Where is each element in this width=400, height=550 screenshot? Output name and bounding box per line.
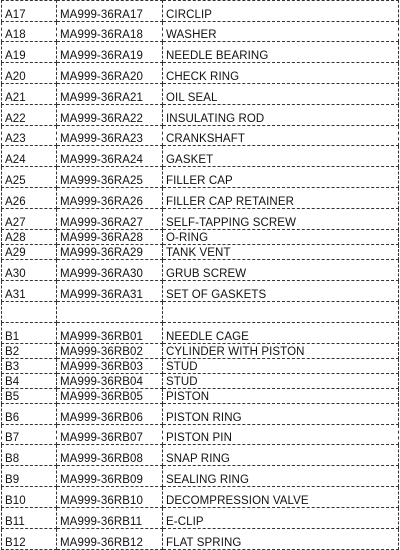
part-number-cell: MA999-36RA28 [57,230,163,245]
part-number-cell: MA999-36RB09 [57,466,163,487]
description-cell: E-CLIP [163,508,399,529]
part-number-cell: MA999-36RB08 [57,445,163,466]
ref-cell: A28 [2,230,57,245]
part-number-cell: MA999-36RA24 [57,146,163,167]
ref-cell: A29 [2,245,57,260]
ref-cell: B1 [2,323,57,344]
description-cell: WASHER [163,22,399,42]
table-row [2,374,399,389]
table-row [2,1,399,22]
part-number-cell: MA999-36RA20 [57,63,163,84]
part-number-cell: MA999-36RA26 [57,188,163,209]
table-row [2,323,399,344]
part-number-cell: MA999-36RA25 [57,167,163,188]
description-cell: NEEDLE BEARING [163,42,399,63]
description-cell: TANK VENT [163,245,399,260]
ref-cell: B8 [2,445,57,466]
part-number-cell: MA999-36RB02 [57,344,163,359]
ref-cell: A22 [2,105,57,126]
table-row [2,529,399,550]
description-cell: CYLINDER WITH PISTON [163,344,399,359]
description-cell: SELF-TAPPING SCREW [163,209,399,230]
part-number-cell: MA999-36RB10 [57,487,163,508]
parts-table-body [2,1,399,550]
table-row [2,281,399,302]
table-row [2,425,399,445]
ref-cell: B4 [2,374,57,389]
part-number-cell: MA999-36RA21 [57,84,163,105]
ref-cell: A17 [2,1,57,22]
ref-cell: A21 [2,84,57,105]
table-row [2,260,399,281]
description-cell: FILLER CAP [163,167,399,188]
part-number-cell: MA999-36RB12 [57,529,163,550]
ref-cell: A27 [2,209,57,230]
ref-cell: B3 [2,359,57,374]
ref-cell: A24 [2,146,57,167]
table-spacer-row [2,302,399,323]
table-row [2,404,399,425]
ref-cell: B6 [2,404,57,425]
table-row [2,209,399,230]
table-row [2,230,399,245]
table-row [2,389,399,404]
ref-cell: A18 [2,22,57,42]
ref-cell: A20 [2,63,57,84]
description-cell: OIL SEAL [163,84,399,105]
table-row [2,167,399,188]
part-number-cell: MA999-36RA31 [57,281,163,302]
description-cell: FILLER CAP RETAINER [163,188,399,209]
table-row [2,126,399,146]
ref-cell: B9 [2,466,57,487]
table-row [2,445,399,466]
table-row [2,188,399,209]
ref-cell: B12 [2,529,57,550]
part-number-cell: MA999-36RA29 [57,245,163,260]
table-row [2,42,399,63]
ref-cell: A25 [2,167,57,188]
ref-cell: A23 [2,126,57,146]
part-number-cell: MA999-36RA22 [57,105,163,126]
description-cell: INSULATING ROD [163,105,399,126]
ref-cell: A19 [2,42,57,63]
part-number-cell: MA999-36RA18 [57,22,163,42]
description-cell: SNAP RING [163,445,399,466]
part-number-cell: MA999-36RB11 [57,508,163,529]
part-number-cell: MA999-36RA27 [57,209,163,230]
ref-cell: A31 [2,281,57,302]
table-row [2,63,399,84]
table-row [2,487,399,508]
ref-cell: B2 [2,344,57,359]
description-cell: CIRCLIP [163,1,399,22]
part-number-cell: MA999-36RB04 [57,374,163,389]
description-cell: CRANKSHAFT [163,126,399,146]
part-number-cell: MA999-36RA19 [57,42,163,63]
table-row [2,359,399,374]
part-number-cell: MA999-36RB03 [57,359,163,374]
part-number-cell: MA999-36RA17 [57,1,163,22]
description-cell: STUD [163,359,399,374]
part-number-cell: MA999-36RB01 [57,323,163,344]
description-cell: GRUB SCREW [163,260,399,281]
description-cell: DECOMPRESSION VALVE [163,487,399,508]
table-row [2,84,399,105]
part-number-cell [57,302,163,323]
description-cell: GASKET [163,146,399,167]
description-cell: PISTON RING [163,404,399,425]
description-cell: STUD [163,374,399,389]
description-cell: NEEDLE CAGE [163,323,399,344]
table-row [2,105,399,126]
parts-table [1,0,399,550]
ref-cell: A26 [2,188,57,209]
ref-cell: B10 [2,487,57,508]
description-cell: PISTON PIN [163,425,399,445]
table-row [2,344,399,359]
table-row [2,146,399,167]
description-cell [163,302,399,323]
part-number-cell: MA999-36RB06 [57,404,163,425]
part-number-cell: MA999-36RA23 [57,126,163,146]
ref-cell: A30 [2,260,57,281]
table-row [2,245,399,260]
description-cell: FLAT SPRING [163,529,399,550]
ref-cell: B11 [2,508,57,529]
table-row [2,466,399,487]
description-cell: SEALING RING [163,466,399,487]
part-number-cell: MA999-36RB07 [57,425,163,445]
part-number-cell: MA999-36RA30 [57,260,163,281]
description-cell: O-RING [163,230,399,245]
part-number-cell: MA999-36RB05 [57,389,163,404]
ref-cell [2,302,57,323]
description-cell: SET OF GASKETS [163,281,399,302]
table-row [2,508,399,529]
ref-cell: B5 [2,389,57,404]
description-cell: PISTON [163,389,399,404]
table-row [2,22,399,42]
description-cell: CHECK RING [163,63,399,84]
ref-cell: B7 [2,425,57,445]
